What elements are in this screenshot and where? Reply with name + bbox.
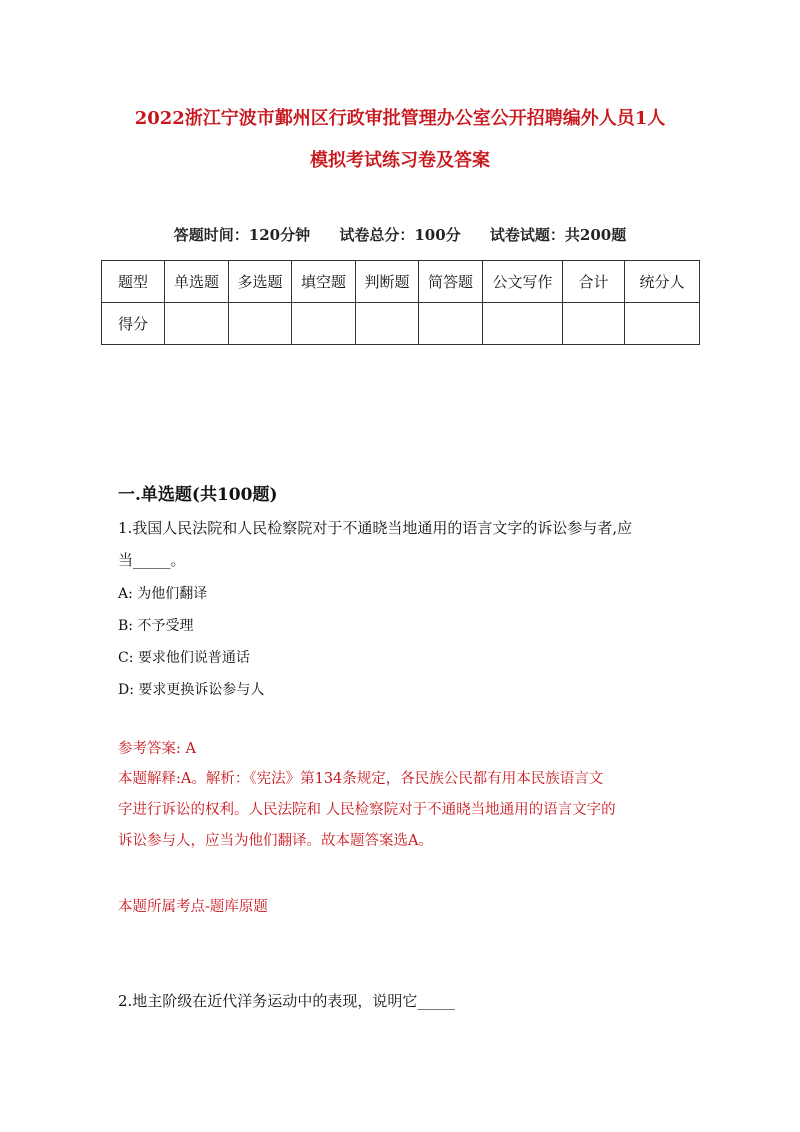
question-1-option-a: A: 为他们翻译 (118, 586, 208, 602)
section-title: 一.单选题(共100题) (118, 485, 278, 505)
question-1-answer: 参考答案: A (118, 741, 196, 757)
question-1-line1: 1.我国人民法院和人民检察院对于不通晓当地通用的语言文字的诉讼参与者,应 (118, 519, 633, 537)
score-cell (165, 303, 229, 345)
exam-time: 答题时间：120分钟 (173, 226, 311, 244)
score-table-header: 多选题 (229, 261, 292, 303)
score-table-header: 合计 (563, 261, 625, 303)
score-row-label: 得分 (102, 303, 165, 345)
question-1-line2: 当_____。 (118, 551, 186, 569)
score-table-header: 公文写作 (483, 261, 563, 303)
score-table-header: 题型 (102, 261, 165, 303)
document-title-line2: 模拟考试练习卷及答案 (310, 150, 490, 171)
score-cell (292, 303, 356, 345)
question-1-option-d: D: 要求更换诉讼参与人 (118, 682, 265, 698)
question-1-option-c: C: 要求他们说普通话 (118, 650, 250, 666)
score-cell (229, 303, 292, 345)
question-1-explanation-line2: 字进行诉讼的权利。人民法院和 人民检察院对于不通晓当地通用的语言文字的 (118, 802, 616, 818)
score-cell (625, 303, 700, 345)
question-1-source: 本题所属考点-题库原题 (118, 899, 268, 915)
score-table-header: 统分人 (625, 261, 700, 303)
exam-meta (0, 224, 800, 245)
score-table-header: 简答题 (419, 261, 483, 303)
score-cell (356, 303, 419, 345)
score-table-header: 填空题 (292, 261, 356, 303)
score-cell (563, 303, 625, 345)
document-title-line1: 2022浙江宁波市鄞州区行政审批管理办公室公开招聘编外人员1人 (134, 108, 666, 129)
score-cell (483, 303, 563, 345)
score-table-header: 单选题 (165, 261, 229, 303)
exam-question-count: 试卷试题：共200题 (489, 226, 627, 244)
score-table-header-row (102, 261, 700, 303)
question-1-explanation-line3: 诉讼参与人，应当为他们翻译。故本题答案选A。 (118, 833, 433, 849)
question-1-option-b: B: 不予受理 (118, 618, 194, 634)
question-1-explanation-line1: 本题解释:A。解析：《宪法》第134条规定，各民族公民都有用本民族语言文 (118, 771, 604, 787)
score-table-header: 判断题 (356, 261, 419, 303)
score-table (101, 260, 700, 345)
score-cell (419, 303, 483, 345)
question-2-text: 2.地主阶级在近代洋务运动中的表现，说明它_____ (118, 992, 455, 1010)
score-table-score-row (102, 303, 700, 345)
exam-total-score: 试卷总分：100分 (339, 226, 461, 244)
